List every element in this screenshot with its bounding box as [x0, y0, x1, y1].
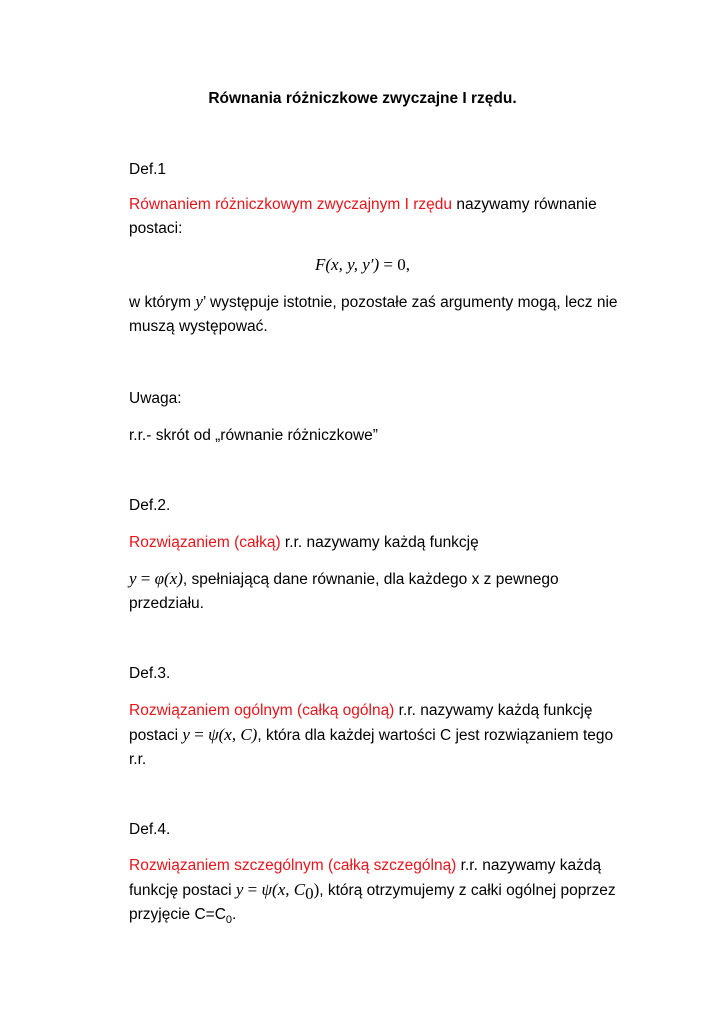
def2-math-y: y — [129, 569, 137, 588]
page-title: Równania różniczkowe zwyczajne I rzędu. — [208, 90, 517, 107]
def3-math-y: y — [182, 725, 190, 744]
def1-formula — [0, 253, 725, 278]
def3-math-psi: ψ(x, C) — [208, 725, 258, 744]
def1-text: nazywamy równanie — [452, 196, 597, 213]
def4-line3-suffix: . — [232, 906, 237, 923]
def4-line2-suffix: , którą otrzymujemy z całki ogólnej poprzez — [319, 882, 616, 899]
def3-line3: r.r. — [129, 751, 147, 768]
remark-heading: Uwaga: — [129, 390, 182, 407]
def1-line4: muszą występować. — [129, 318, 268, 335]
def4-math-close: ) — [313, 880, 320, 899]
remark-text: r.r.- skrót od „równanie różniczkowe” — [129, 427, 378, 444]
def4-math-sub: 0 — [305, 884, 314, 904]
formula-args: (x, y, y′) — [325, 255, 380, 274]
def1-term: Równaniem różniczkowym zwyczajnym I rzędu — [129, 196, 453, 213]
def4-body — [129, 854, 649, 927]
def4-line3-prefix: przyjęcie C=C — [129, 906, 226, 923]
def4-math-psi: ψ(x, C — [261, 880, 306, 899]
def1-text-after-var: ’ występuje istotnie, pozostałe zaś argumenty mogą, lecz nie — [202, 294, 618, 311]
def4-math-y: y — [235, 880, 244, 899]
def2-math-eq: = — [136, 569, 155, 588]
def3-body — [129, 699, 649, 772]
def3-text: r.r. nazywamy każdą funkcję — [394, 702, 593, 719]
def1-line2: postaci: — [129, 220, 183, 237]
def1-explanation — [129, 290, 649, 339]
def1-heading: Def.1 — [129, 161, 167, 178]
def3-math-eq: = — [189, 725, 209, 744]
def4-math-eq: = — [243, 880, 262, 899]
def1-body — [129, 193, 649, 241]
def1-var: y — [195, 292, 203, 311]
def4-line2-prefix: funkcję postaci — [129, 882, 236, 899]
def2-text-after: , spełniającą dane równanie, dla każdego x z pewnego — [182, 571, 559, 588]
def3-heading: Def.3. — [129, 665, 171, 682]
def3-term: Rozwiązaniem ogólnym (całką ogólną) — [129, 702, 395, 719]
formula-eq: = 0, — [379, 255, 410, 274]
def2-heading: Def.2. — [129, 497, 171, 514]
def2-text: r.r. nazywamy każdą funkcję — [280, 534, 479, 551]
def3-line2-suffix: , która dla każdej wartości C jest rozwiązaniem tego — [257, 727, 614, 744]
def4-line3-sub: 0 — [225, 914, 233, 927]
def2-body — [129, 567, 649, 616]
formula-F: F — [315, 255, 326, 274]
def4-term: Rozwiązaniem szczególnym (całką szczególną) — [129, 857, 457, 874]
def4-text: r.r. nazywamy każdą — [456, 857, 602, 874]
def2-term: Rozwiązaniem (całką) — [129, 534, 281, 551]
def3-line2-prefix: postaci — [129, 727, 183, 744]
def2-line3: przedziału. — [129, 595, 204, 612]
def1-text-before-var: w którym — [129, 294, 196, 311]
def4-heading: Def.4. — [129, 821, 171, 838]
def2-line1 — [129, 531, 649, 555]
def2-math-phi: φ(x) — [154, 569, 183, 588]
